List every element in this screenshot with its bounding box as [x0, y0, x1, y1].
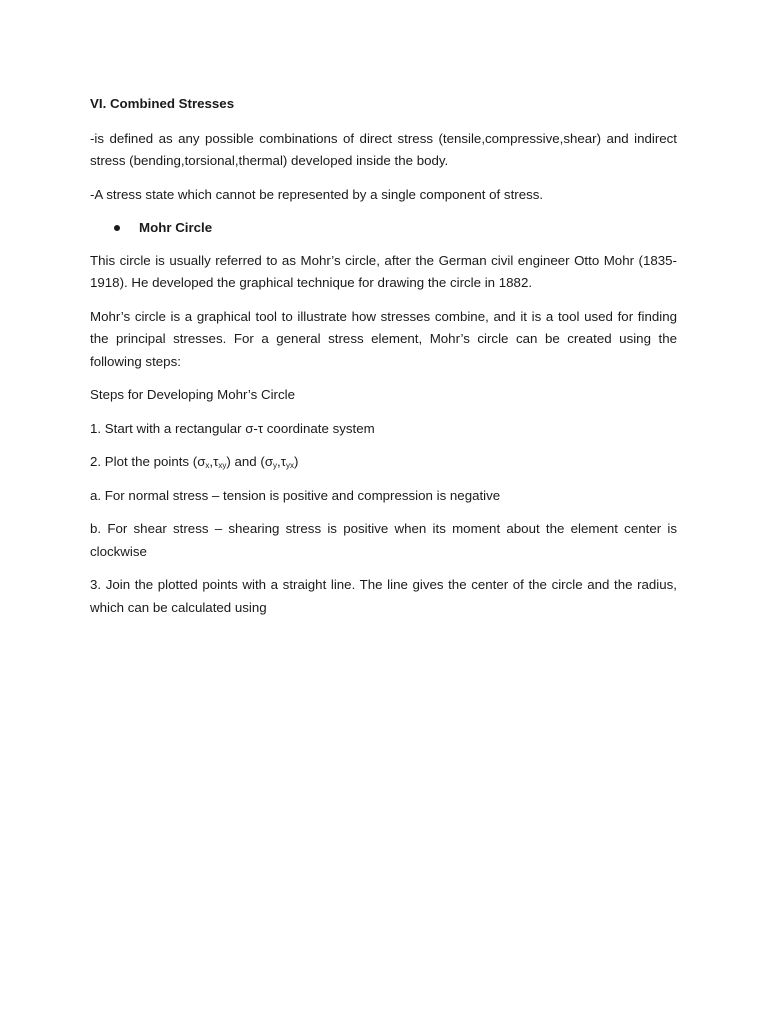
- sigma-x-symbol: σ: [197, 454, 206, 469]
- tau-yx-symbol: τ: [280, 454, 286, 469]
- paragraph-history: This circle is usually referred to as Mohr’s circle, after the German civil engineer Otto Mohr (1835-1918). He developed the graphical technique for drawing the circle in 1882.: [90, 252, 677, 290]
- sigma-y-symbol: σ: [264, 454, 274, 469]
- step-1: 1. Start with a rectangular σ-τ coordinate system: [90, 420, 375, 436]
- paragraph-definition: -is defined as any possible combinations of direct stress (tensile,compressive,shear) and indirect stress (bending,torsional,thermal) developed inside the body.: [90, 130, 677, 168]
- step-2-prefix: 2. Plot the points (: [90, 454, 198, 469]
- step-2-mid: ) and (: [226, 454, 265, 469]
- steps-heading: Steps for Developing Mohr’s Circle: [90, 387, 295, 402]
- section-title: VI. Combined Stresses: [90, 96, 235, 111]
- step-2-suffix: ): [294, 454, 299, 469]
- bullet-item-mohr-circle: [90, 217, 677, 240]
- step-3: 3. Join the plotted points with a straight line. The line gives the center of the circle and the radius, which can be calculated using: [90, 577, 677, 615]
- step-b: b. For shear stress – shearing stress is positive when its moment about the element center is clockwise: [90, 521, 677, 559]
- sigma-y-subscript: y: [273, 461, 278, 470]
- paragraph-stress-state: -A stress state which cannot be represented by a single component of stress.: [90, 186, 544, 202]
- bullet-icon: [114, 225, 120, 231]
- step-a: a. For normal stress – tension is positive and compression is negative: [90, 487, 501, 503]
- paragraph-graphical-tool: Mohr’s circle is a graphical tool to illustrate how stresses combine, and it is a tool used for finding the principal stresses. For a general stress element, Mohr’s circle can be created using the following steps:: [90, 308, 677, 369]
- bullet-label: Mohr Circle: [139, 220, 213, 235]
- sigma-x-subscript: x: [205, 461, 210, 470]
- step-2-sep-1: ,: [209, 454, 214, 469]
- step-2: [90, 451, 677, 474]
- step-2-sep-2: ,: [277, 454, 281, 469]
- tau-xy-symbol: τ: [213, 454, 219, 469]
- tau-yx-subscript: yx: [286, 461, 294, 470]
- tau-xy-subscript: xy: [218, 461, 227, 470]
